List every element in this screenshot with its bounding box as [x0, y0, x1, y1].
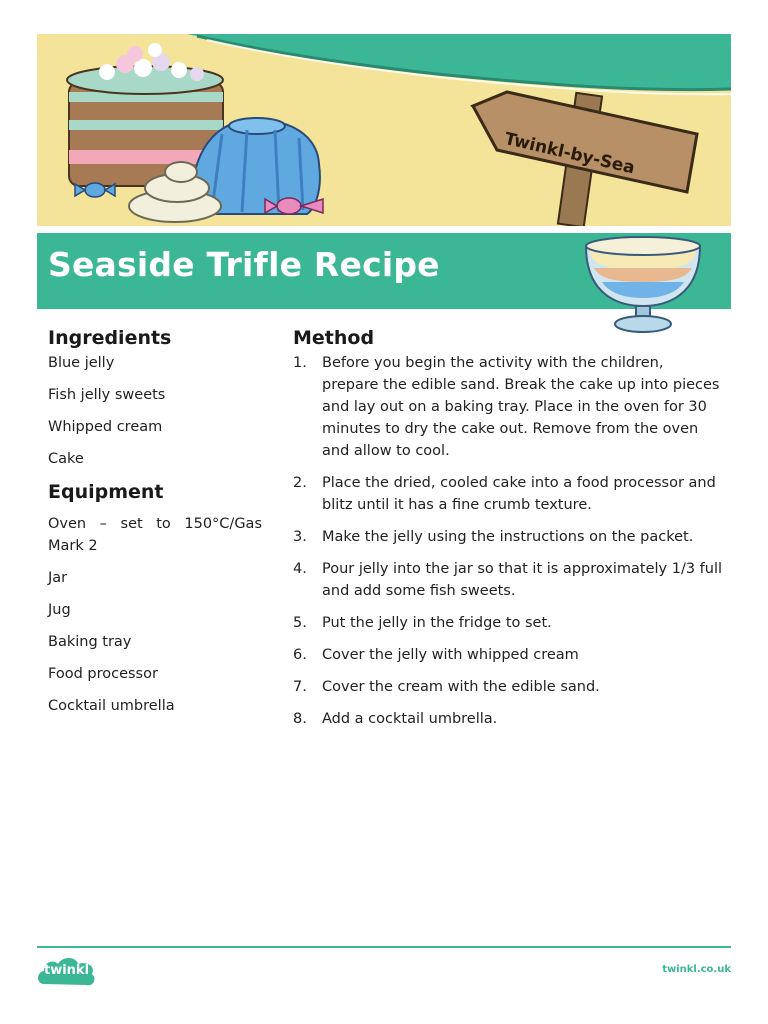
equipment-item: Baking tray	[48, 634, 132, 650]
method-step	[293, 676, 723, 698]
step-text: Add a cocktail umbrella.	[322, 711, 498, 727]
step-number: 7.	[293, 679, 307, 695]
logo-text: twinkl	[44, 963, 90, 978]
ingredient-item: Fish jelly sweets	[48, 387, 166, 403]
step-number: 1.	[293, 355, 307, 371]
ingredient-item: Blue jelly	[48, 355, 115, 371]
step-text: Cover the jelly with whipped cream	[322, 647, 579, 663]
signpost-text: Twinkl-by-Sea	[502, 129, 637, 179]
step-text: Before you begin the activity with the children, prepare the edible sand. Break the cake up into pieces and lay out on a baking tray. Place in the oven for 30 minutes to dry the cake out. Remove from the oven and allow to cool.	[322, 355, 720, 459]
method-step	[293, 352, 723, 462]
website-link[interactable]: twinkl.co.uk	[662, 964, 731, 975]
ingredient-item: Whipped cream	[48, 419, 163, 435]
step-text: Cover the cream with the edible sand.	[322, 679, 600, 695]
equipment-list	[48, 513, 262, 717]
ingredients-list	[48, 352, 262, 470]
twinkl-logo[interactable]	[36, 954, 98, 990]
left-column	[48, 326, 262, 727]
banner-illustration	[37, 34, 731, 226]
step-number: 4.	[293, 561, 307, 577]
method-step	[293, 644, 723, 666]
method-column	[293, 326, 723, 740]
step-number: 5.	[293, 615, 307, 631]
method-step	[293, 558, 723, 602]
step-number: 2.	[293, 475, 307, 491]
method-step	[293, 612, 723, 634]
step-number: 6.	[293, 647, 307, 663]
step-text: Place the dried, cooled cake into a food processor and blitz until it has a fine crumb texture.	[322, 475, 716, 513]
trifle-icon	[580, 236, 706, 334]
equipment-item: Food processor	[48, 666, 158, 682]
ingredient-item: Cake	[48, 451, 84, 467]
step-text: Pour jelly into the jar so that it is approximately 1/3 full and add some fish sweets.	[322, 561, 723, 599]
footer-divider	[37, 946, 731, 948]
step-text: Make the jelly using the instructions on the packet.	[322, 529, 694, 545]
equipment-item: Jug	[48, 602, 71, 618]
method-step	[293, 472, 723, 516]
ingredients-heading: Ingredients	[48, 327, 172, 349]
equipment-item: Cocktail umbrella	[48, 698, 175, 714]
step-number: 8.	[293, 711, 307, 727]
method-heading: Method	[293, 327, 375, 349]
method-step	[293, 708, 723, 730]
equipment-heading: Equipment	[48, 481, 164, 503]
step-text: Put the jelly in the fridge to set.	[322, 615, 552, 631]
page-title: Seaside Trifle Recipe	[48, 245, 440, 284]
method-step	[293, 526, 723, 548]
equipment-item: Jar	[48, 570, 68, 586]
step-number: 3.	[293, 529, 307, 545]
equipment-item: Oven – set to 150°C/Gas Mark 2	[48, 516, 262, 554]
method-list	[293, 352, 723, 730]
